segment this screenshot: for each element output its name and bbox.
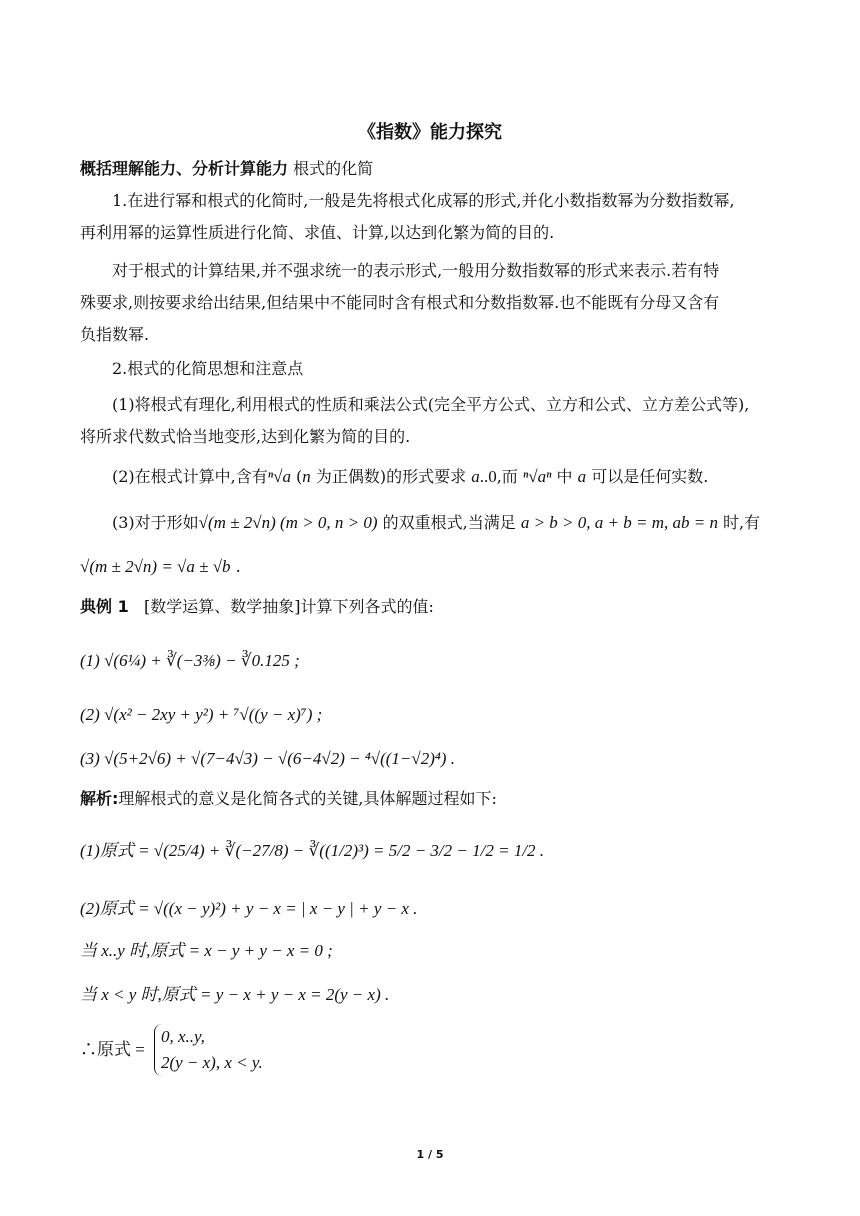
section-heading-bold: 概括理解能力、分析计算能力 [80, 159, 289, 178]
piecewise-cases [154, 1024, 263, 1076]
var-n: n [302, 467, 311, 486]
para2-line2: 殊要求,则按要求给出结果,但结果中不能同时含有根式和分数指数幂.也不能既有分母又含有 [80, 293, 720, 312]
example-item-3: (3) √(5+2√6) + √(7−4√3) − √(6−4√2) − ⁴√((1−√2)⁴) . [80, 749, 455, 768]
var-a: a [471, 467, 480, 486]
page-title: 《指数》能力探究 [358, 122, 502, 143]
example-item-1: (1) √(6¼) + ∛(−3⅜) − ∛0.125 ; [80, 651, 300, 670]
p2-3-text-d: 的双重根式,当满足 [377, 513, 521, 532]
solution-label: 解析: [80, 789, 119, 808]
example-text: [数学运算、数学抽象]计算下列各式的值: [143, 597, 434, 616]
solution-step-2: (2)原式 = √((x − y)²) + y − x = | x − y | + y − x . [80, 899, 418, 918]
p2-2-text-h: ,而 [496, 467, 523, 486]
p2-2-relation: ..0 [479, 467, 497, 486]
solution-step-4: 当 x < y 时,原式 = y − x + y − x = 2(y − x) . [80, 985, 390, 1004]
p2-2-text-l: 可以是任何实数. [586, 467, 709, 486]
page-number: 1 / 5 [416, 1148, 444, 1161]
p2-3-text-a: (3)对于形如 [112, 513, 199, 532]
p2-2 [112, 466, 708, 488]
nth-root-a: ⁿ√a [267, 467, 291, 486]
var-a-2: a [577, 467, 587, 486]
piecewise-case-2: 2(y − x), x < y. [160, 1053, 263, 1072]
solution-piecewise [80, 1024, 263, 1076]
p2-2-text-j: 中 [551, 467, 578, 486]
p2-3-text-f: 时,有 [717, 513, 761, 532]
p2-1-line2: 将所求代数式恰当地变形,达到化繁为简的目的. [80, 427, 411, 446]
condition-ab: a > b > 0, a + b = m, ab = n [520, 513, 718, 532]
example-label: 典例 1 [80, 597, 129, 616]
piecewise-case-1: 0, x..y, [160, 1027, 205, 1046]
p2-3-text-h: . [230, 557, 241, 576]
example-item-2: (2) √(x² − 2xy + y²) + ⁷√((y − x)⁷) ; [80, 705, 323, 724]
section-heading [80, 158, 373, 180]
p2-3-line1 [112, 512, 760, 534]
nth-root-a-n: ⁿ√aⁿ [522, 467, 552, 486]
p2-2-text-a: (2)在根式计算中,含有 [112, 467, 268, 486]
para2-line1: 对于根式的计算结果,并不强求统一的表示形式,一般用分数指数幂的形式来表示.若有特 [112, 261, 720, 280]
solution-heading [80, 788, 497, 810]
solution-text: 理解根式的意义是化简各式的关键,具体解题过程如下: [118, 789, 497, 808]
solution-step-3: 当 x..y 时,原式 = x − y + y − x = 0 ; [80, 941, 333, 960]
p2-2-text-e: 为正偶数)的形式要求 [310, 467, 472, 486]
para1-line1: 1.在进行幂和根式的化简时,一般是先将根式化成幂的形式,并化小数指数幂为分数指数幂, [112, 191, 735, 210]
condition-mn: (m > 0, n > 0) [275, 513, 378, 532]
para1-line2: 再利用幂的运算性质进行化简、求值、计算,以达到化繁为简的目的. [80, 223, 555, 242]
point2-heading: 2.根式的化简思想和注意点 [112, 359, 304, 378]
solution-step-1: (1)原式 = √(25/4) + ∛(−27/8) − ∛((1/2)³) = 5/2 − 3/2 − 1/2 = 1/2 . [80, 841, 545, 860]
double-radical-identity: √(m ± 2√n) = √a ± √b [80, 557, 231, 576]
para2-line3: 负指数幂. [80, 325, 150, 344]
p2-2-text-c: ( [290, 467, 303, 486]
section-heading-rest: 根式的化简 [293, 159, 374, 178]
p2-1-line1: (1)将根式有理化,利用根式的性质和乘法公式(完全平方公式、立方和公式、立方差公式等), [112, 395, 750, 414]
piecewise-prefix: ∴原式 = [80, 1040, 145, 1059]
example-heading [80, 596, 434, 618]
double-radical: √(m ± 2√n) [198, 513, 276, 532]
p2-3-line2 [80, 556, 241, 578]
